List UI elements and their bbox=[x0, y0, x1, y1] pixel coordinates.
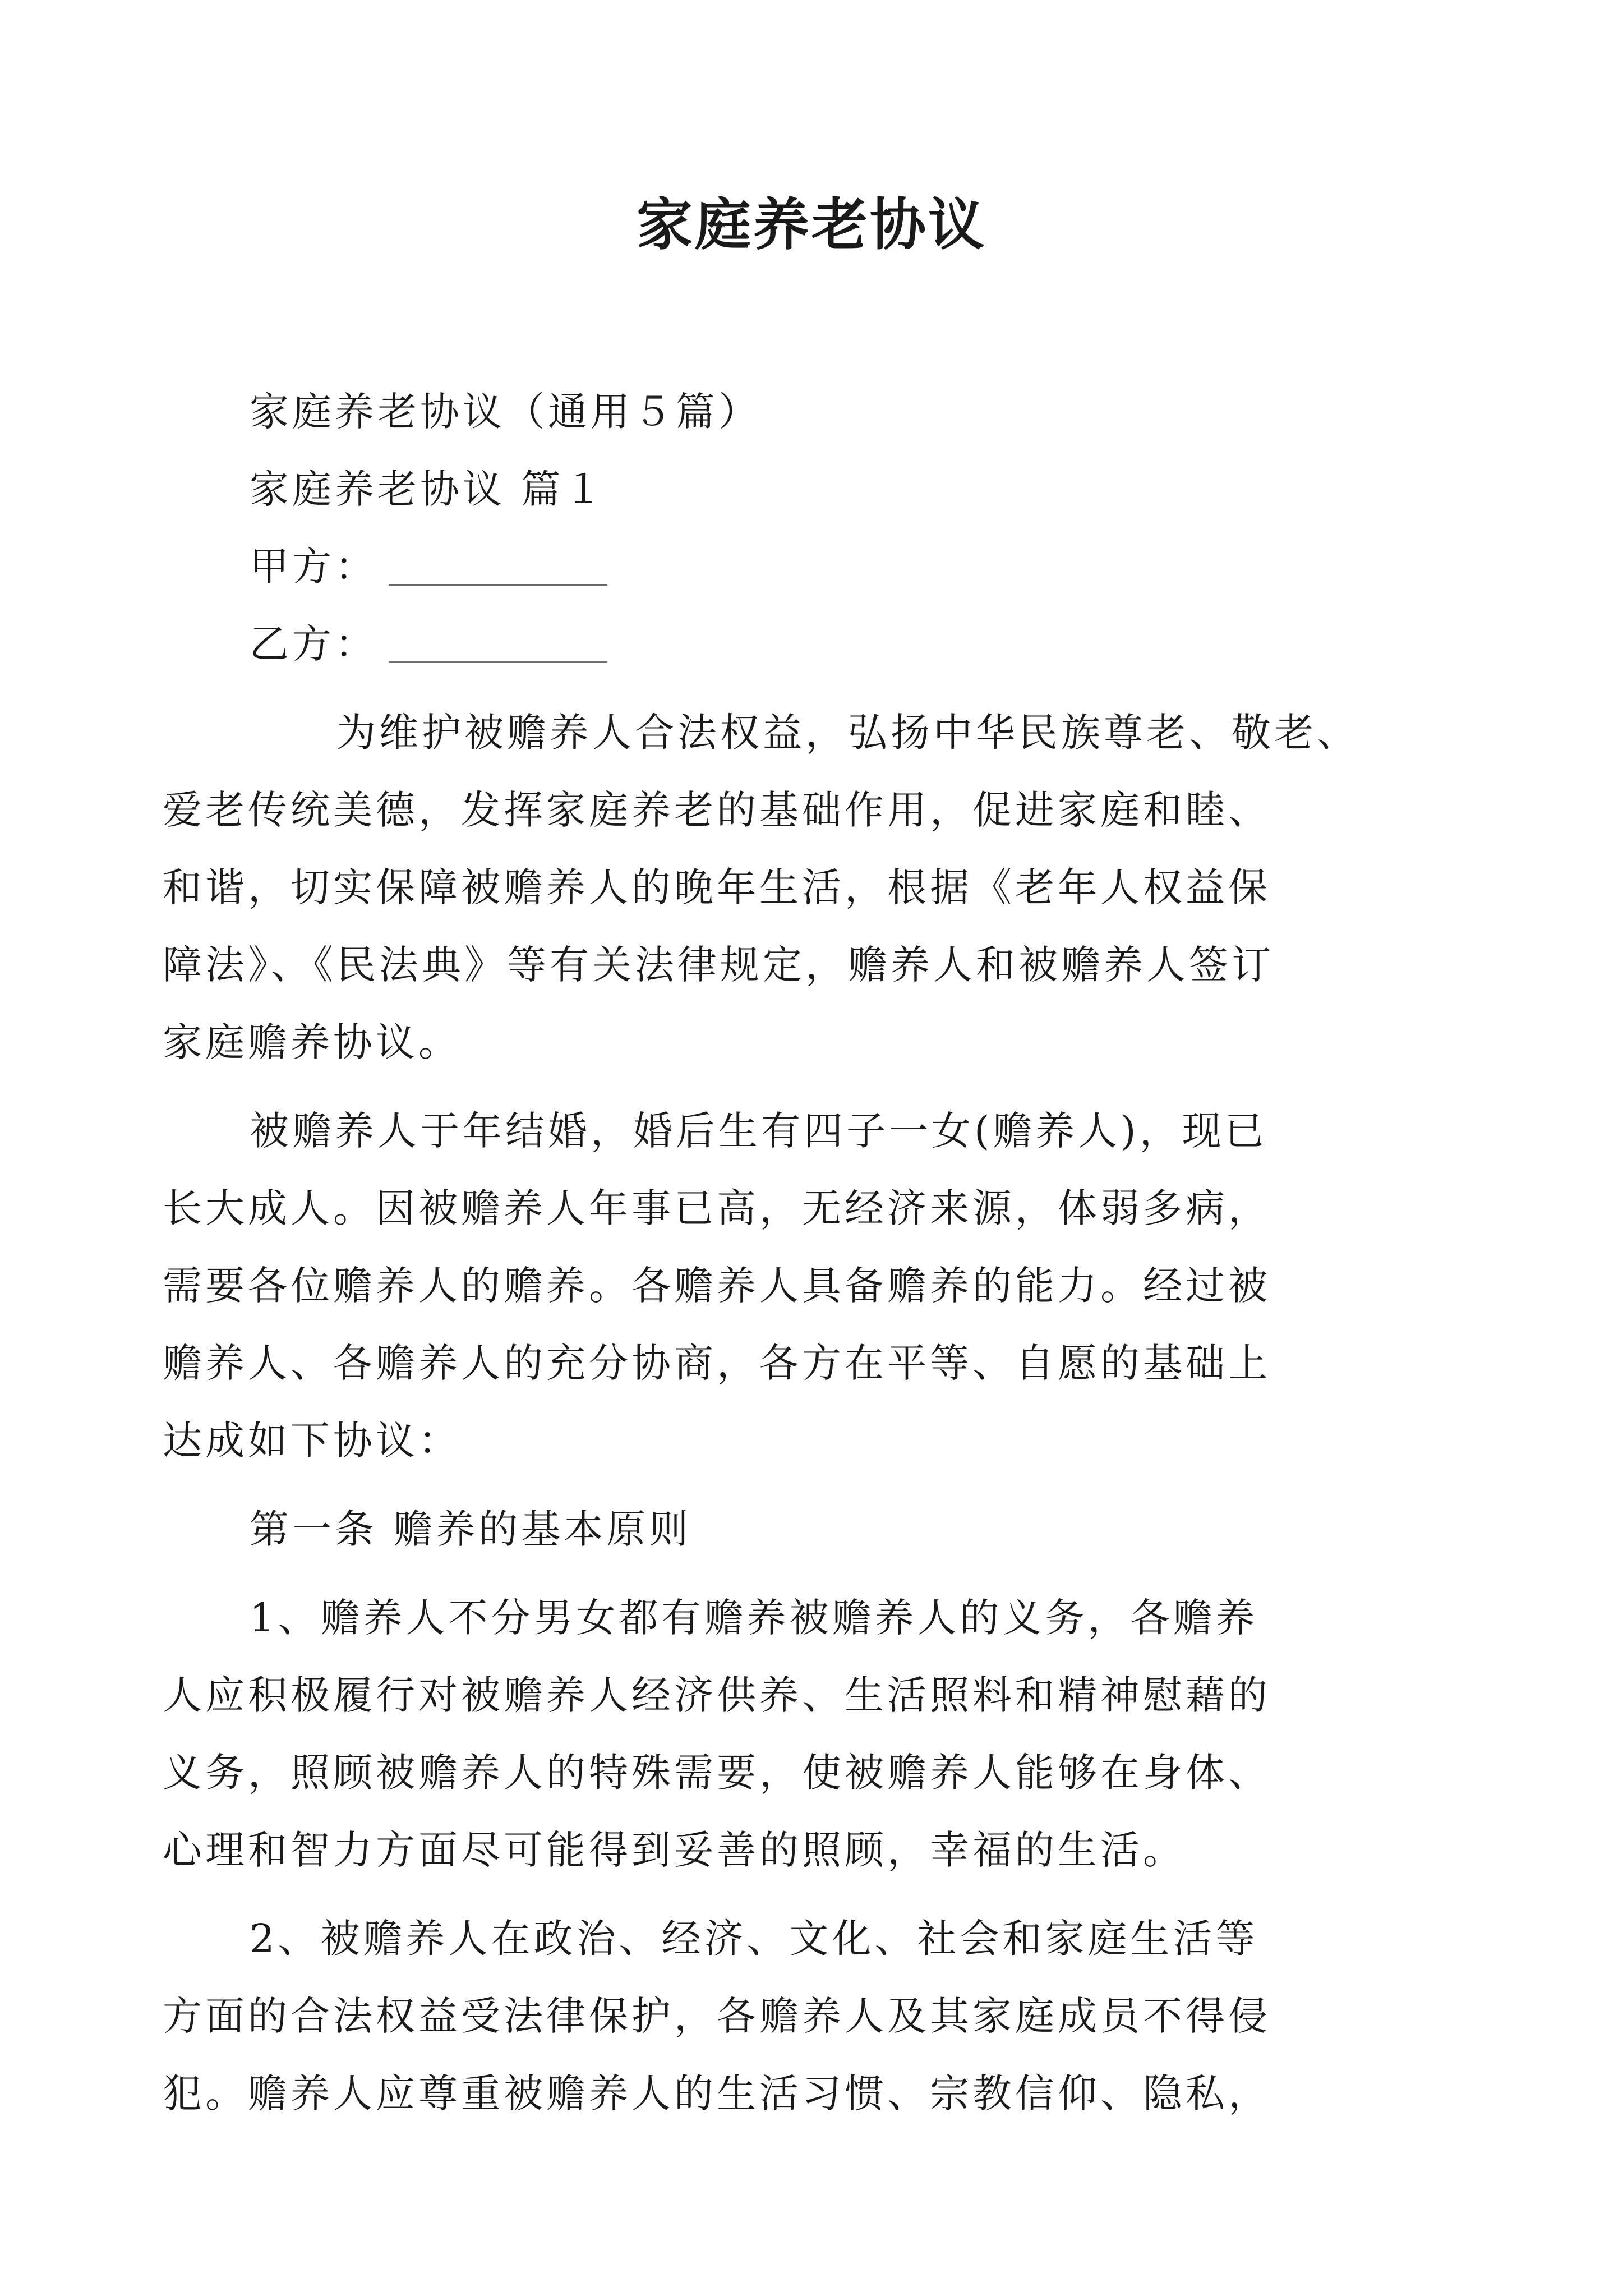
article-heading bbox=[250, 1490, 1394, 1568]
paragraph-line: 障法》、《民法典》等有关法律规定，赡养人和被赡养人签订 bbox=[163, 942, 1274, 988]
paragraph-line: 犯。赡养人应尊重被赡养人的生活习惯、宗教信仰、隐私， bbox=[163, 2070, 1271, 2116]
paragraph-line: 需要各位赡养人的赡养。各赡养人具备赡养的能力。经过被 bbox=[163, 1263, 1271, 1309]
document-title: 家庭养老协议 bbox=[637, 191, 986, 257]
paragraph-line: 心理和智力方面尽可能得到妥善的照顾，幸福的生活。 bbox=[163, 1827, 1186, 1873]
party-a-blank-line bbox=[389, 550, 607, 586]
paragraph-line: 爱老传统美德，发挥家庭养老的基础作用，促进家庭和睦、 bbox=[163, 787, 1271, 833]
paragraph-line: 1、赡养人不分男女都有赡养被赡养人的义务，各赡养 bbox=[250, 1595, 1258, 1641]
document-subtitle: 家庭养老协议（通用５篇） bbox=[250, 389, 761, 435]
paragraph-line: 为维护被赡养人合法权益，弘扬中华民族尊老、敬老、 bbox=[336, 710, 1359, 756]
party-a-row bbox=[250, 528, 1394, 605]
paragraph-line: 人应积极履行对被赡养人经济供养、生活照料和精神慰藉的 bbox=[163, 1672, 1271, 1718]
paragraph-line: 被赡养人于年结婚，婚后生有四子一女(赡养人)，现已 bbox=[250, 1108, 1267, 1154]
party-b-row bbox=[250, 605, 1394, 683]
document-body bbox=[163, 373, 1394, 2132]
paragraph-line: 2、被赡养人在政治、经济、文化、社会和家庭生活等 bbox=[250, 1916, 1258, 1962]
clause-2 bbox=[163, 1900, 1394, 2132]
party-b-label: 乙方： bbox=[250, 621, 377, 667]
paragraph-line: 家庭赡养协议。 bbox=[163, 1019, 461, 1065]
paragraph-line: 和谐，切实保障被赡养人的晚年生活，根据《老年人权益保 bbox=[163, 864, 1271, 910]
party-b-blank-line bbox=[389, 628, 607, 663]
paragraph-background bbox=[163, 1092, 1394, 1479]
clause-1 bbox=[163, 1579, 1394, 1889]
paragraph-preamble bbox=[163, 694, 1394, 1081]
section-heading: 家庭养老协议 篇１ bbox=[250, 466, 607, 512]
party-a-label: 甲方： bbox=[250, 544, 377, 590]
paragraph-line: 方面的合法权益受法律保护，各赡养人及其家庭成员不得侵 bbox=[163, 1993, 1271, 2039]
paragraph-line: 长大成人。因被赡养人年事已高，无经济来源，体弱多病， bbox=[163, 1185, 1271, 1231]
paragraph-line: 义务，照顾被赡养人的特殊需要，使被赡养人能够在身体、 bbox=[163, 1750, 1271, 1796]
paragraph-line: 达成如下协议： bbox=[163, 1418, 461, 1464]
paragraph-line: 第一条 赡养的基本原则 bbox=[250, 1506, 692, 1552]
paragraph-line: 赡养人、各赡养人的充分协商，各方在平等、自愿的基础上 bbox=[163, 1340, 1271, 1386]
